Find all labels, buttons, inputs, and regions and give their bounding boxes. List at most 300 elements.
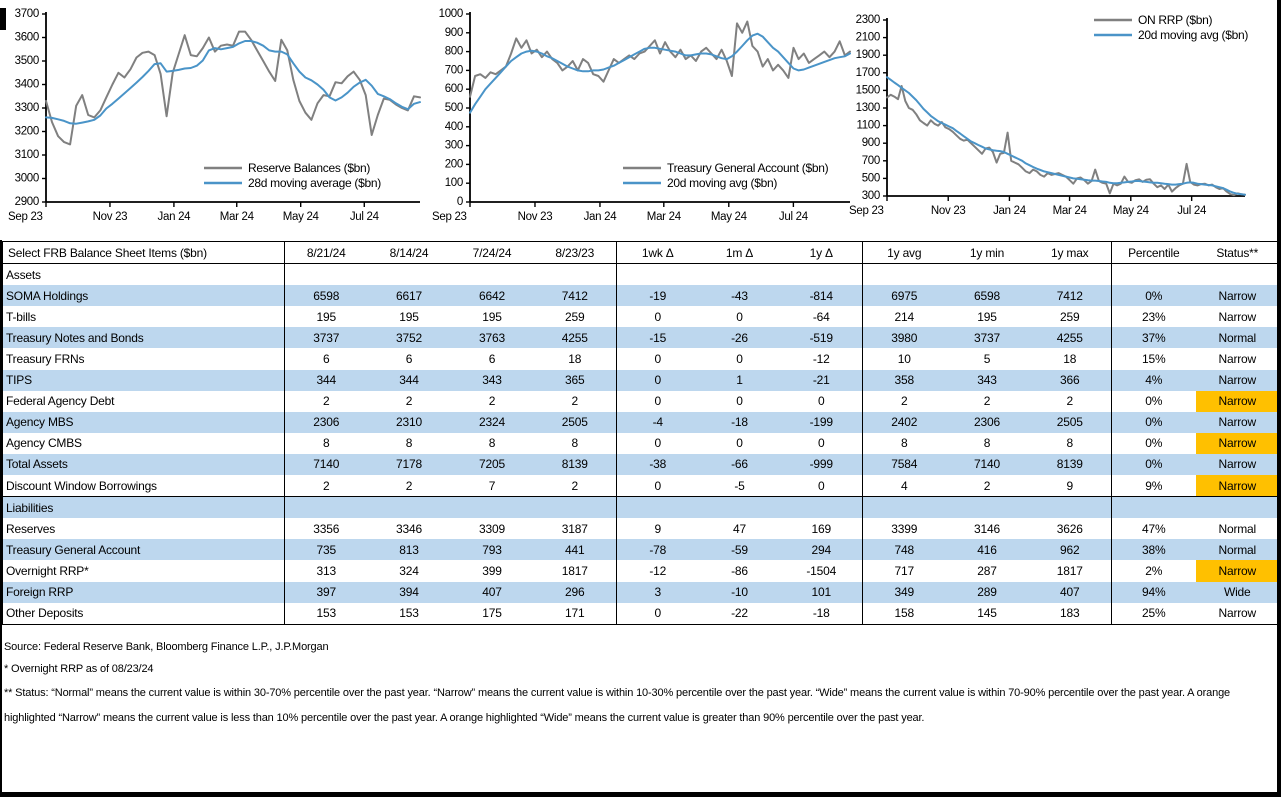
cell-value: 8139 <box>1029 454 1112 475</box>
cell-value <box>285 497 368 519</box>
y-tick-label: 800 <box>444 45 463 58</box>
cell-value: 0 <box>736 436 743 451</box>
cell-value: 416 <box>946 539 1029 560</box>
x-tick-label: May 24 <box>282 211 319 223</box>
cell-value <box>451 497 534 519</box>
cell-value: 748 <box>863 539 946 560</box>
status-badge: Narrow <box>1196 285 1280 306</box>
cell-value: 38% <box>1112 539 1196 560</box>
cell-value: 6642 <box>451 285 534 306</box>
cell-value: -519 <box>781 327 863 348</box>
series-line <box>887 77 1245 195</box>
y-tick-label: 3000 <box>14 172 39 185</box>
cell-value: -199 <box>781 412 863 433</box>
status-badge: Narrow <box>1218 606 1256 621</box>
table-row <box>3 539 1280 560</box>
y-tick-label: 400 <box>444 120 463 133</box>
footnotes <box>4 636 1276 731</box>
y-tick-label: 3200 <box>14 125 39 138</box>
cell-value: 37% <box>1112 327 1196 348</box>
legend-label: ON RRP ($bn) <box>1138 13 1213 27</box>
row-label: Liabilities <box>3 497 285 519</box>
x-tick-label: Mar 24 <box>646 211 681 223</box>
cell-value: 4% <box>1112 370 1196 391</box>
cell-value: 3980 <box>863 327 946 348</box>
cell-value <box>946 497 1029 519</box>
cell-value: 397 <box>285 582 368 603</box>
row-label: Foreign RRP <box>3 582 285 603</box>
cell-value: 47 <box>733 521 746 536</box>
cell-value: 2310 <box>368 412 451 433</box>
cell-value: 0 <box>617 433 699 454</box>
table-row <box>3 306 1280 327</box>
cell-value <box>863 497 946 519</box>
on-rrp-chart <box>848 6 1280 238</box>
cell-value: 153 <box>285 603 368 625</box>
cell-value <box>285 264 368 286</box>
cell-value: 2 <box>983 478 991 493</box>
cell-value <box>534 264 617 286</box>
cell-value: 8139 <box>534 454 617 475</box>
cell-value: 183 <box>1060 606 1080 621</box>
row-label: Agency CMBS <box>6 436 82 451</box>
cell-value: 3737 <box>946 327 1029 348</box>
status-badge: Normal <box>1196 539 1280 560</box>
cell-value: 3 <box>617 582 699 603</box>
cell-value: 287 <box>977 563 997 578</box>
cell-value: 5 <box>983 352 991 367</box>
cell-value: 366 <box>1029 370 1112 391</box>
cell-value: -18 <box>699 412 781 433</box>
cell-value: 343 <box>451 370 534 391</box>
status-badge <box>1196 264 1280 286</box>
cell-value: 7584 <box>863 454 946 475</box>
row-label: Treasury General Account <box>3 539 285 560</box>
y-tick-label: 2900 <box>14 196 39 208</box>
table-row <box>3 370 1280 391</box>
table-row <box>3 582 1280 603</box>
row-label: Overnight RRP* <box>6 563 89 578</box>
status-badge: Normal <box>1218 521 1256 536</box>
cell-value: 2 <box>983 394 991 409</box>
cell-value: 3346 <box>396 521 422 536</box>
cell-value: 6 <box>488 352 496 367</box>
cell-value: -1504 <box>806 563 837 578</box>
cell-value: 717 <box>863 560 946 581</box>
cell-value: 153 <box>399 606 419 621</box>
cell-value: 0 <box>617 348 699 369</box>
cell-value: 324 <box>399 563 419 578</box>
row-label: Agency MBS <box>3 412 285 433</box>
cell-value: 2 <box>1066 394 1073 409</box>
cell-value: 2402 <box>863 412 946 433</box>
cell-value: 6 <box>405 352 413 367</box>
cell-value: 101 <box>781 582 863 603</box>
cell-value: 3626 <box>1056 521 1083 536</box>
cell-value <box>368 497 451 519</box>
cell-value <box>1112 497 1196 519</box>
cell-value: 3146 <box>974 521 1000 536</box>
cell-value: 3399 <box>863 518 946 539</box>
cell-value: 289 <box>946 582 1029 603</box>
cell-value: 1 <box>699 370 781 391</box>
cell-value: 158 <box>863 603 946 625</box>
screen-edge-artifact <box>0 240 2 797</box>
cell-value: 2 <box>285 475 368 497</box>
cell-value: 0% <box>1112 412 1196 433</box>
cell-value: -12 <box>812 352 830 367</box>
cell-value: 2 <box>571 394 578 409</box>
series-line <box>46 32 420 145</box>
column-header: Select FRB Balance Sheet Items ($bn) <box>3 242 285 264</box>
cell-value: 344 <box>368 370 451 391</box>
cell-value: -22 <box>731 606 748 621</box>
cell-value: -59 <box>699 539 781 560</box>
cell-value <box>781 264 863 286</box>
cell-value: 6598 <box>946 285 1029 306</box>
cell-value: 0% <box>1112 391 1196 412</box>
cell-value: 4255 <box>1029 327 1112 348</box>
cell-value: -10 <box>699 582 781 603</box>
row-label: Discount Window Borrowings <box>6 478 157 493</box>
reserve-balances-chart <box>2 6 428 238</box>
y-tick-label: 3400 <box>14 78 39 91</box>
cell-value: 3752 <box>368 327 451 348</box>
cell-value <box>451 264 534 286</box>
status-badge: Narrow <box>1218 309 1256 324</box>
cell-value: 2 <box>863 391 946 412</box>
legend-label: 20d moving avg ($bn) <box>1138 28 1249 42</box>
cell-value: 4 <box>863 475 946 497</box>
cell-value: 343 <box>946 370 1029 391</box>
y-tick-label: 200 <box>444 158 463 171</box>
status-badge: Wide <box>1196 582 1280 603</box>
cell-value: 214 <box>863 306 946 327</box>
y-tick-label: 2100 <box>855 31 880 44</box>
cell-value: -18 <box>812 606 830 621</box>
cell-value: 8 <box>571 436 578 451</box>
cell-value: -64 <box>812 309 830 324</box>
column-header: 7/24/24 <box>451 242 534 264</box>
cell-value: 4255 <box>534 327 617 348</box>
cell-value: -21 <box>781 370 863 391</box>
row-label: Assets <box>6 267 41 282</box>
cell-value: 94% <box>1112 582 1196 603</box>
cell-value: 195 <box>399 309 419 324</box>
cell-value: 0 <box>736 394 743 409</box>
row-label: Reserves <box>6 521 56 536</box>
y-tick-label: 900 <box>861 137 880 150</box>
cell-value: 2505 <box>534 412 617 433</box>
y-tick-label: 100 <box>444 177 463 190</box>
cell-value: 2 <box>405 478 413 493</box>
x-tick-label: Sep 23 <box>432 211 467 223</box>
x-tick-label: Nov 23 <box>930 205 966 217</box>
cell-value: 294 <box>781 539 863 560</box>
cell-value: 0 <box>617 370 699 391</box>
y-tick-label: 500 <box>861 172 880 185</box>
cell-value: 0 <box>617 391 699 412</box>
cell-value: 313 <box>285 560 368 581</box>
cell-value: 7412 <box>1029 285 1112 306</box>
y-tick-label: 3100 <box>14 149 39 161</box>
cell-value: 2505 <box>1029 412 1112 433</box>
cell-value: 365 <box>534 370 617 391</box>
cell-value: 18 <box>1063 352 1077 367</box>
cell-value: -38 <box>617 454 699 475</box>
cell-value: 175 <box>482 606 502 621</box>
cell-value: 7205 <box>451 454 534 475</box>
cell-value: 394 <box>368 582 451 603</box>
status-badge: Narrow <box>1196 560 1280 581</box>
legend-label: 28d moving average ($bn) <box>248 176 381 190</box>
cell-value: -4 <box>617 412 699 433</box>
x-tick-label: Jul 24 <box>1177 205 1207 217</box>
table-row <box>3 603 1280 625</box>
cell-value <box>699 497 781 519</box>
cell-value: 1817 <box>561 563 588 578</box>
series-line <box>470 22 850 97</box>
column-header: 1y min <box>946 242 1029 264</box>
series-line <box>887 86 1245 195</box>
cell-value: 2306 <box>946 412 1029 433</box>
cell-value: 399 <box>482 563 502 578</box>
row-label: Treasury Notes and Bonds <box>3 327 285 348</box>
cell-value: 15% <box>1112 348 1196 369</box>
cell-value <box>863 264 946 286</box>
x-tick-label: May 24 <box>710 211 747 223</box>
overnight-rrp-note: * Overnight RRP as of 08/23/24 <box>4 663 154 675</box>
table-row <box>3 433 1280 454</box>
y-tick-label: 700 <box>861 154 880 167</box>
cell-value: 2306 <box>285 412 368 433</box>
x-tick-label: Mar 24 <box>1052 205 1087 217</box>
cell-value: 145 <box>977 606 997 621</box>
cell-value: 358 <box>863 370 946 391</box>
cell-value: 6617 <box>368 285 451 306</box>
cell-value: 6 <box>285 348 368 369</box>
y-tick-label: 1000 <box>438 8 463 20</box>
cell-value: -43 <box>699 285 781 306</box>
cell-value: 8 <box>863 433 946 454</box>
table-row <box>3 391 1280 412</box>
row-label: Other Deposits <box>6 606 84 621</box>
cell-value: 7 <box>488 478 496 493</box>
cell-value: 195 <box>482 309 502 324</box>
cell-value: 2 <box>571 478 578 493</box>
x-tick-label: Jan 24 <box>993 205 1026 217</box>
table-row <box>3 412 1280 433</box>
y-tick-label: 1900 <box>855 49 880 62</box>
y-tick-label: 300 <box>861 190 880 202</box>
cell-value: 0 <box>617 306 699 327</box>
cell-value <box>946 264 1029 286</box>
table-row <box>3 454 1280 475</box>
series-line <box>470 34 850 113</box>
y-tick-label: 1300 <box>855 102 880 114</box>
source-note: Source: Federal Reserve Bank, Bloomberg Finance L.P., J.P.Morgan <box>4 641 329 653</box>
table-row <box>3 497 1280 519</box>
cell-value: 3187 <box>561 521 588 536</box>
cell-value: -78 <box>617 539 699 560</box>
y-tick-label: 500 <box>444 102 463 114</box>
column-header: 1y max <box>1029 242 1112 264</box>
x-tick-label: Nov 23 <box>92 211 128 223</box>
table-row <box>3 264 1280 286</box>
cell-value <box>1029 497 1112 519</box>
series-line <box>46 41 420 124</box>
cell-value: 8 <box>983 436 991 451</box>
cell-value: 169 <box>811 521 831 536</box>
cell-value: 0 <box>736 309 743 324</box>
cell-value: 962 <box>1029 539 1112 560</box>
table-row <box>3 348 1280 369</box>
table-row <box>3 475 1280 497</box>
cell-value: 6598 <box>285 285 368 306</box>
column-header: 8/14/24 <box>368 242 451 264</box>
row-label: SOMA Holdings <box>3 285 285 306</box>
column-header: 1m Δ <box>699 242 781 264</box>
cell-value: 3763 <box>451 327 534 348</box>
column-header: 1wk Δ <box>617 242 699 264</box>
y-tick-label: 300 <box>444 139 463 152</box>
cell-value: 441 <box>534 539 617 560</box>
cell-value <box>368 264 451 286</box>
y-tick-label: 0 <box>456 196 463 208</box>
cell-value: 9% <box>1112 475 1196 497</box>
cell-value: 25% <box>1112 603 1196 625</box>
table-body <box>3 264 1280 625</box>
table-header <box>3 242 1280 264</box>
cell-value: 407 <box>451 582 534 603</box>
legend-label: Reserve Balances ($bn) <box>248 161 371 175</box>
column-header: Percentile <box>1112 242 1196 264</box>
cell-value: 8 <box>405 436 413 451</box>
cell-value: 2% <box>1112 560 1196 581</box>
cell-value: 793 <box>451 539 534 560</box>
cell-value: 7140 <box>946 454 1029 475</box>
cell-value: 296 <box>534 582 617 603</box>
cell-value: 2324 <box>451 412 534 433</box>
x-tick-label: Sep 23 <box>849 205 884 217</box>
y-tick-label: 2300 <box>855 14 880 26</box>
cell-value <box>617 264 699 286</box>
x-tick-label: Mar 24 <box>219 211 254 223</box>
cell-value: 0 <box>617 603 699 625</box>
cell-value: -12 <box>617 560 699 581</box>
y-tick-label: 700 <box>444 64 463 77</box>
balance-sheet-table <box>2 241 1280 625</box>
cell-value: 18 <box>568 352 582 367</box>
status-definition-note: ** Status: “Normal” means the current value is within 30-70% percentile over the past year. “Narrow” means the current value is within 10-30% percentile over the past year. “Wide” means the current value is within 70-90% percentile over the past year. A orange highlighted “Narrow” means the current value is less than 10% percentile over the past year. A orange highlighted “Wide” means the current value is greater than 90% percentile over the past year. <box>4 687 1231 724</box>
cell-value: 0% <box>1112 433 1196 454</box>
column-header: Status** <box>1196 242 1280 264</box>
status-badge: Narrow <box>1196 370 1280 391</box>
cell-value: 259 <box>565 309 585 324</box>
y-tick-label: 3600 <box>14 31 39 44</box>
row-label: Federal Agency Debt <box>6 394 115 409</box>
cell-value: 8 <box>1066 436 1073 451</box>
x-tick-label: Jul 24 <box>778 211 808 223</box>
status-badge: Narrow <box>1196 391 1280 412</box>
cell-value: 0% <box>1112 285 1196 306</box>
cell-value <box>617 497 699 519</box>
y-tick-label: 3300 <box>14 102 39 114</box>
cell-value: 0 <box>818 394 825 409</box>
cell-value: 0% <box>1112 454 1196 475</box>
cell-value: 6975 <box>863 285 946 306</box>
cell-value: 1817 <box>1056 563 1083 578</box>
cell-value: 735 <box>285 539 368 560</box>
cell-value: 171 <box>565 606 585 621</box>
cell-value <box>1112 264 1196 286</box>
x-tick-label: Jan 24 <box>157 211 191 223</box>
treasury-general-account-chart <box>430 6 856 238</box>
legend-label: Treasury General Account ($bn) <box>667 161 829 175</box>
x-tick-label: Sep 23 <box>8 211 43 223</box>
cell-value: 3309 <box>479 521 505 536</box>
x-tick-label: Jul 24 <box>349 211 379 223</box>
table-row <box>3 285 1280 306</box>
cell-value: -814 <box>781 285 863 306</box>
cell-value: 195 <box>285 306 368 327</box>
cell-value: 47% <box>1112 518 1196 539</box>
cell-value: 23% <box>1112 306 1196 327</box>
status-badge: Narrow <box>1196 454 1280 475</box>
y-tick-label: 1700 <box>855 66 880 79</box>
cell-value: 0 <box>818 436 825 451</box>
cell-value: -19 <box>617 285 699 306</box>
column-header: 8/21/24 <box>285 242 368 264</box>
status-badge: Narrow <box>1196 433 1280 454</box>
cell-value: 813 <box>368 539 451 560</box>
screen-edge-artifact <box>0 8 6 30</box>
screen-edge-artifact <box>0 792 1281 797</box>
cell-value: 2 <box>405 394 413 409</box>
cell-value: 10 <box>863 348 946 369</box>
cell-value: -999 <box>781 454 863 475</box>
status-badge: Narrow <box>1218 352 1256 367</box>
cell-value: 2 <box>488 394 496 409</box>
y-tick-label: 900 <box>444 26 463 39</box>
cell-value: 344 <box>285 370 368 391</box>
x-tick-label: May 24 <box>1112 205 1149 217</box>
cell-value: 9 <box>1066 478 1073 493</box>
row-label: T-bills <box>6 309 36 324</box>
column-header: 1y Δ <box>781 242 863 264</box>
cell-value <box>1029 264 1112 286</box>
cell-value: 0 <box>736 352 743 367</box>
cell-value: 0 <box>818 478 825 493</box>
cell-value: -86 <box>731 563 748 578</box>
table-row <box>3 518 1280 539</box>
y-tick-label: 3700 <box>14 8 39 20</box>
cell-value: 8 <box>488 436 496 451</box>
legend-label: 20d moving avg ($bn) <box>667 176 778 190</box>
column-header: 8/23/23 <box>534 242 617 264</box>
status-badge: Narrow <box>1196 475 1280 497</box>
cell-value: 7140 <box>285 454 368 475</box>
cell-value: -66 <box>699 454 781 475</box>
status-badge <box>1196 497 1280 519</box>
cell-value: 349 <box>863 582 946 603</box>
cell-value: 2 <box>285 391 368 412</box>
screen-edge-artifact <box>1277 0 1281 797</box>
cell-value: 259 <box>1060 309 1080 324</box>
y-tick-label: 1100 <box>856 119 880 132</box>
cell-value: -5 <box>734 478 745 493</box>
row-label: Treasury FRNs <box>6 352 85 367</box>
